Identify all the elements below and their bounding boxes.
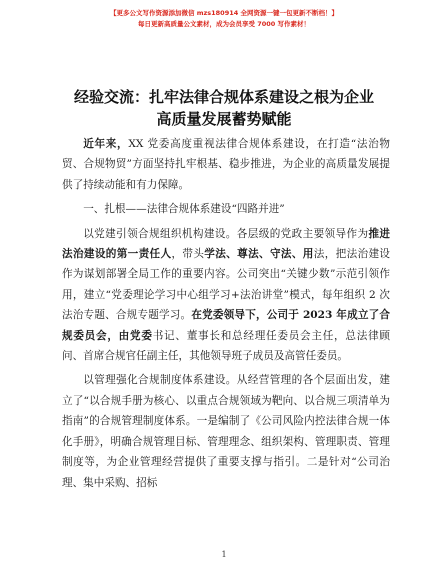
text-run: 书记、董事长和总经理任委员会主任，总法律顾问、首席合规官任副主任，其他领导班子成员及高管任委员。 (62, 329, 390, 363)
intro-lead: 近年来， (83, 138, 129, 150)
promo-banner (0, 8, 448, 30)
document-title-line2: 高质量发展蓄势赋能 (156, 110, 292, 128)
promo-banner-line2: 每日更新高质量公文素材，成为会员享受 7000 写作素材！ (137, 20, 311, 28)
text-run: 以党建引领合规组织机构建设。各层级的党政主要领导作为 (83, 227, 369, 240)
bold-run: 推进法治建设的第一责任人 (62, 227, 391, 261)
page-number: 1 (221, 550, 227, 559)
document-title (40, 86, 408, 130)
intro-text: XX 党委高度重视法律合规体系建设，在打造“法治物贸、合规物贸”方面坚持扎牢根基、稳步推进，为企业的高质量发展提供了持续动能和有力保障。 (62, 138, 391, 191)
text-run: 法，把法治建设作为谋划部署全局工作的重要内容。公司突出“关键少数”示范引领作用，建立“党委理论学习中心组学习+法治讲堂”模式，每年组织 2 次法治专题、合规专题学习。 (62, 248, 391, 322)
paragraph-party-building (62, 224, 390, 367)
document-title-line1: 经验交流：扎牢法律合规体系建设之根为企业 (73, 88, 374, 106)
promo-banner-line1: 【更多公文写作资源添加微信 mzs180914 全网资源一键一包更新不断档！】 (109, 9, 339, 17)
text-run: ，带头 (171, 248, 205, 261)
bold-run: 在党委领导下，公司于 2023 年成立了合规委员会，由党委 (62, 309, 390, 342)
section-heading-1: 一、扎根——法律合规体系建设“四路并进” (83, 203, 285, 216)
paragraph-intro (62, 134, 390, 195)
document-body (62, 134, 390, 497)
paragraph-management: 以管理强化合规制度体系建设。从经营管理的各个层面出发，建立了“以合规手册为核心、以重点合规领域为靶向、以合规三项清单为指南”的合规管理制度体系。一是编制了《公司风险内控法律合规一体化手册》，明确合规管理目标、管理理念、组织架构、管理职责、管理制度等，为企业管理经营提供了重要支撑与指引。二是针对“公司治理、集中采购、招标 (62, 374, 390, 489)
bold-run: 学法、尊法、守法、用 (204, 248, 314, 261)
